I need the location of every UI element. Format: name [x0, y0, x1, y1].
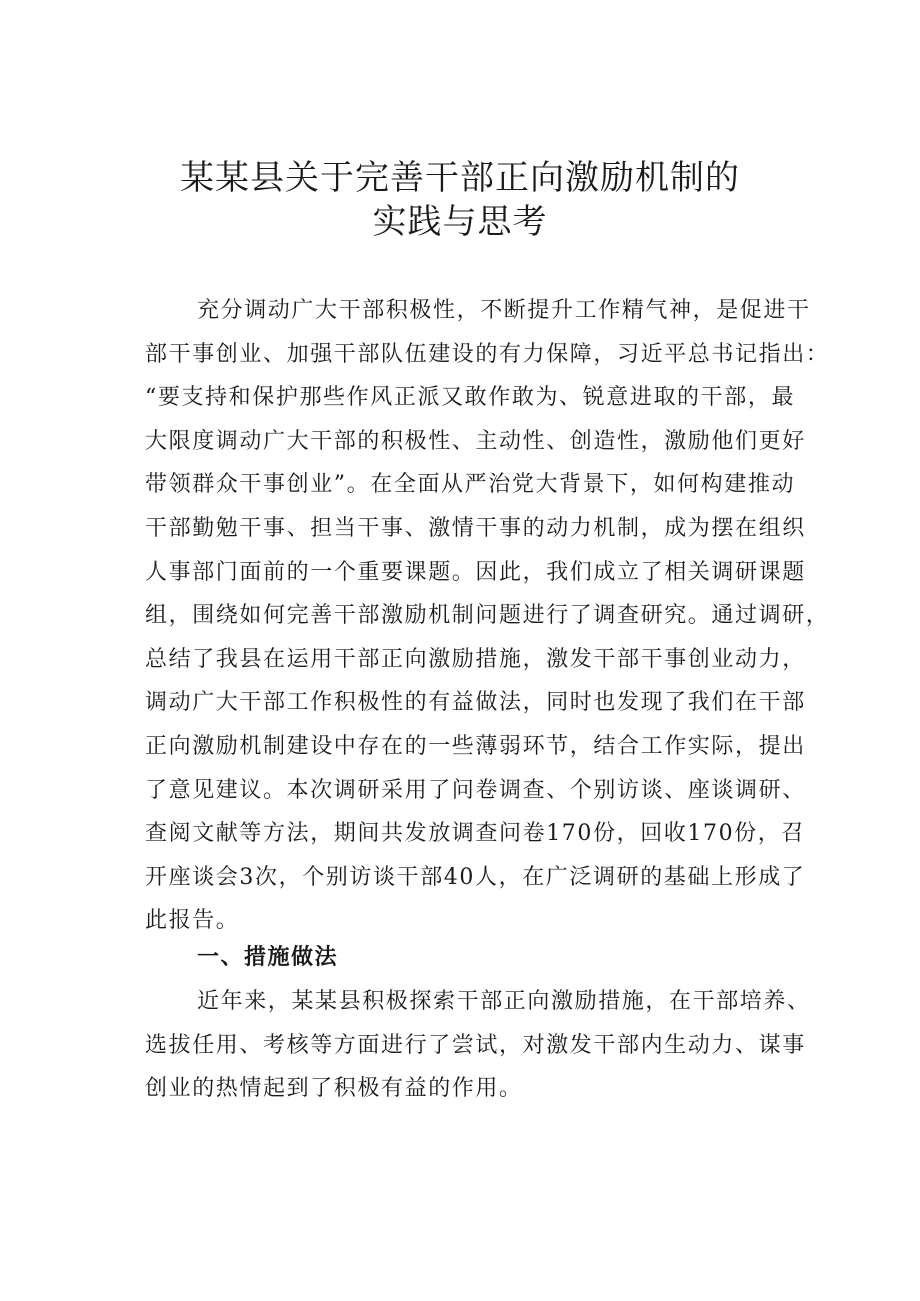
- paragraph-line: 选拔任用、考核等方面进行了尝试，对激发干部内生动力、谋事: [145, 1032, 806, 1058]
- paragraph-line: 此报告。: [145, 908, 240, 934]
- paragraph-line: 近年来，某某县积极探索干部正向激励措施，在干部培养、: [197, 989, 811, 1014]
- paragraph-line: 干部勤勉干事、担当干事、激情干事的动力机制，成为摆在组织: [145, 515, 806, 541]
- intro-paragraph: [145, 289, 830, 943]
- paragraph-line: 调动广大干部工作积极性的有益做法，同时也发现了我们在干部: [145, 690, 806, 716]
- paragraph-line: 了意见建议。本次调研采用了问卷调查、个别访谈、座谈调研、: [145, 777, 806, 803]
- paragraph-line: 创业的热情起到了积极有益的作用。: [145, 1076, 523, 1102]
- paragraph-line: 总结了我县在运用干部正向激励措施，激发干部干事创业动力，: [145, 646, 806, 672]
- measures-paragraph: [145, 980, 811, 1111]
- paragraph-line: 正向激励机制建设中存在的一些薄弱环节，结合工作实际，提出: [145, 733, 806, 759]
- paragraph-line: 组，围绕如何完善干部激励机制问题进行了调查研究。通过调研，: [145, 603, 830, 629]
- document-title-line-1: 某某县关于完善干部正向激励机制的: [180, 158, 740, 198]
- paragraph-line: 充分调动广大干部积极性，不断提升工作精气神，是促进干: [197, 298, 811, 323]
- paragraph-line: 大限度调动广大干部的积极性、主动性、创造性，激励他们更好: [145, 428, 806, 454]
- paragraph-line: 人事部门面前的一个重要课题。因此，我们成立了相关调研课题: [145, 559, 806, 585]
- section-heading-measures: 一、措施做法: [197, 945, 339, 970]
- paragraph-line: “要支持和保护那些作风正派又敢作敢为、锐意进取的干部，最: [145, 385, 796, 411]
- paragraph-line: 查阅文献等方法，期间共发放调查问卷170份，回收170份，召: [145, 821, 805, 847]
- paragraph-line: 带领群众干事创业”。在全面从严治党大背景下，如何构建推动: [145, 472, 796, 498]
- paragraph-line: 部干事创业、加强干部队伍建设的有力保障，习近平总书记指出：: [145, 341, 830, 367]
- paragraph-line: 开座谈会3次，个别访谈干部40人，在广泛调研的基础上形成了: [145, 864, 806, 890]
- document-title-line-2: 实践与思考: [372, 202, 548, 242]
